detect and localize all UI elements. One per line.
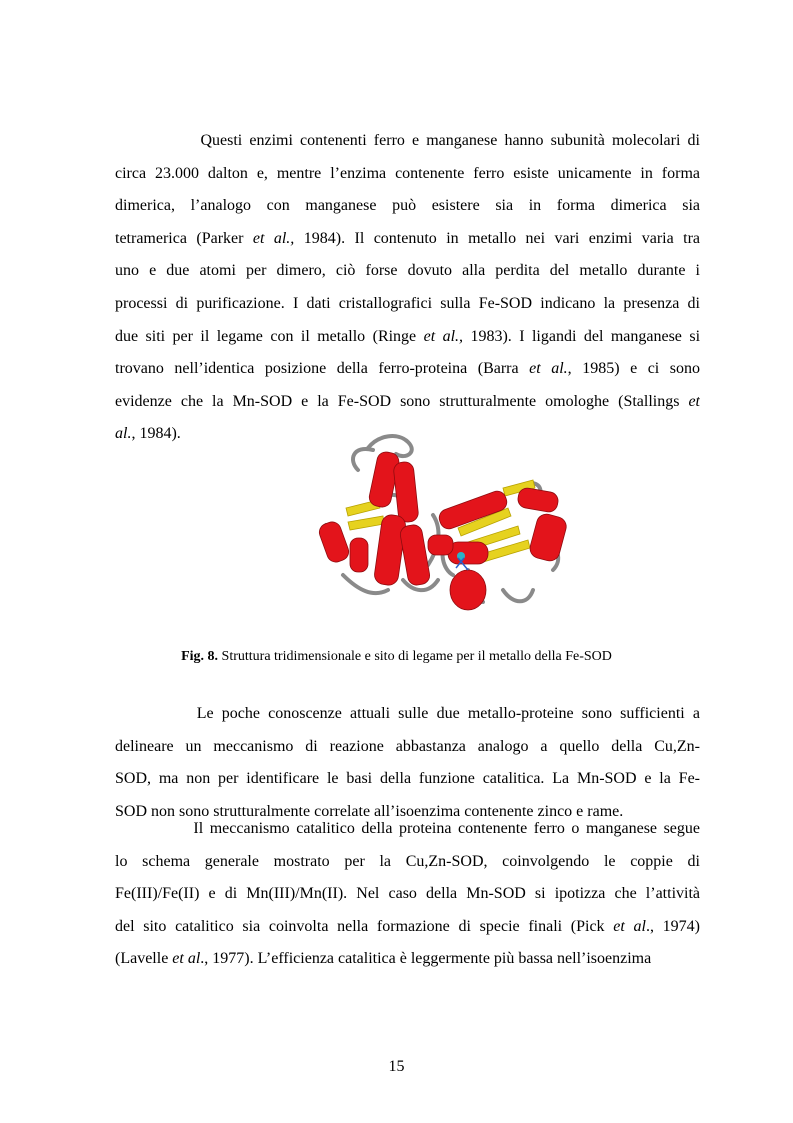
text-line: [115, 255, 700, 288]
text-segment: lo schema generale mostrato per la Cu,Zn-SOD, coinvolgendo le coppie di: [115, 852, 700, 870]
italic-text: et al.,: [423, 327, 464, 345]
text-segment: Il meccanismo catalitico della proteina contenente ferro o manganese segue: [115, 820, 700, 837]
protein-structure-figure: [318, 430, 573, 612]
text-segment: tetramerica (Parker: [115, 229, 253, 247]
text-segment: SOD, ma non per identificare le basi della funzione catalitica. La Mn-SOD e la Fe-: [115, 770, 700, 788]
text-line: [115, 846, 700, 879]
text-segment: ., 1974): [645, 917, 700, 935]
text-segment: 1983). I ligandi del manganese si: [463, 327, 700, 345]
italic-text: et al.,: [252, 229, 295, 247]
italic-text: et al: [172, 950, 201, 968]
page-number: 15: [388, 1058, 405, 1075]
paragraph-1: [115, 125, 700, 451]
caption-label: Fig. 8.: [181, 649, 219, 664]
text-segment: due siti per il legame con il metallo (Ringe: [115, 327, 424, 345]
text-segment: Fe(III)/Fe(II) e di Mn(III)/Mn(II). Nel caso della Mn-SOD si ipotizza che l’attività: [115, 885, 700, 903]
text-segment: del sito catalitico sia coinvolta nella formazione di specie finali (Pick: [115, 917, 614, 935]
text-segment: , 1984).: [131, 425, 181, 443]
text-line: [115, 386, 700, 419]
paragraph-3: [115, 813, 700, 976]
text-line: [115, 731, 700, 764]
text-line: [115, 321, 700, 354]
text-line: [115, 353, 700, 386]
caption-text: Struttura tridimensionale e sito di legame per il metallo della Fe-SOD: [218, 649, 612, 664]
text-segment: trovano nell’identica posizione della ferro-proteina (Barra: [115, 360, 530, 378]
text-line: [115, 698, 700, 731]
text-segment: processi di purificazione. I dati cristallografici sulla Fe-SOD indicano la presenza di: [115, 294, 700, 312]
italic-text: al.: [115, 425, 132, 443]
italic-text: et: [688, 392, 700, 410]
text-segment: dimerica, l’analogo con manganese può esistere sia in forma dimerica sia: [115, 197, 700, 215]
text-segment: SOD non sono strutturalmente correlate all’isoenzima contenente zinco e rame.: [115, 802, 624, 820]
italic-text: et al: [613, 917, 646, 935]
text-line: [115, 158, 700, 191]
figure-caption: [0, 649, 793, 665]
text-segment: 1984). Il contenuto in metallo nei vari enzimi varia tra: [294, 229, 700, 247]
text-segment: evidenze che la Mn-SOD e la Fe-SOD sono strutturalmente omologhe (Stallings: [115, 392, 689, 410]
text-segment: delineare un meccanismo di reazione abbastanza analogo a quello della Cu,Zn-: [115, 737, 700, 755]
text-segment: circa 23.000 dalton e, mentre l’enzima contenente ferro esiste unicamente in forma: [115, 164, 700, 182]
text-line: [115, 125, 700, 158]
text-line: [115, 943, 700, 976]
paragraph-2: [115, 698, 700, 828]
text-segment: ., 1977). L’efficienza catalitica è leggermente più bassa nell’isoenzima: [200, 950, 652, 968]
text-line: [115, 763, 700, 796]
text-segment: (Lavelle: [115, 950, 173, 968]
text-line: [115, 911, 700, 944]
text-segment: Questi enzimi contenenti ferro e manganese hanno subunità molecolari di: [115, 132, 700, 149]
text-segment: uno e due atomi per dimero, ciò forse dovuto alla perdita del metallo durante i: [115, 262, 700, 280]
text-line: [115, 223, 700, 256]
text-segment: , 1985) e ci sono: [567, 360, 700, 378]
text-line: [115, 813, 700, 846]
text-line: [115, 288, 700, 321]
text-segment: Le poche conoscenze attuali sulle due metallo-proteine sono sufficienti a: [115, 705, 700, 722]
text-line: [115, 190, 700, 223]
text-line: [115, 878, 700, 911]
italic-text: et al.: [529, 360, 568, 378]
